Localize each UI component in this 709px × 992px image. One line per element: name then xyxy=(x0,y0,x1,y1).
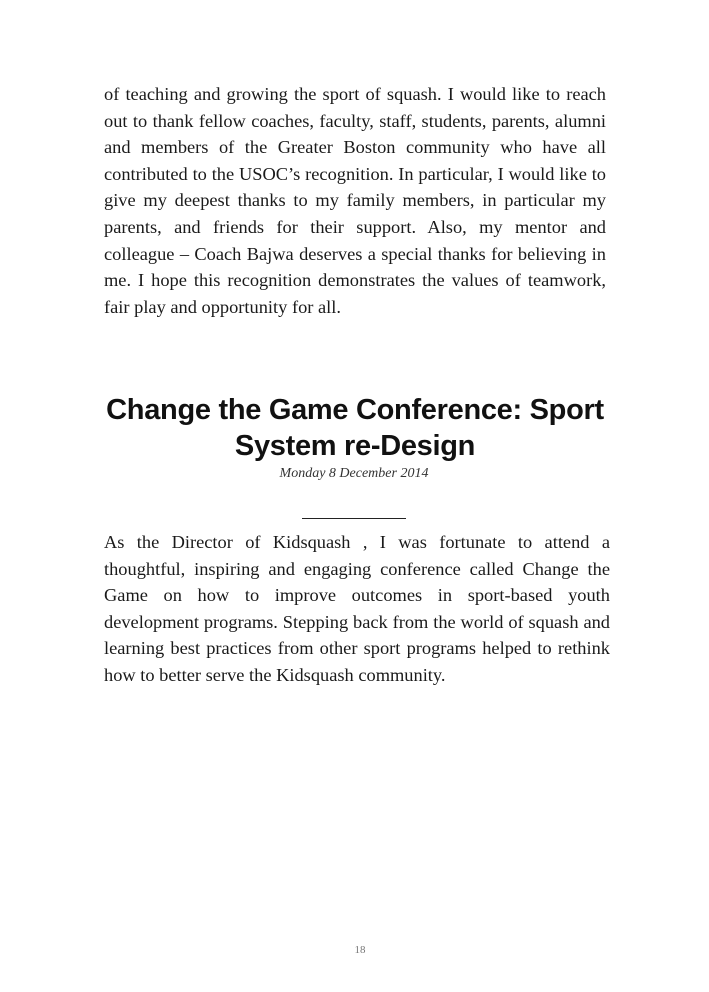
intro-paragraph: of teaching and growing the sport of squash. I would like to reach out to thank fellow coaches, faculty, staff, students, parents, alumni and members of the Greater Boston community who have all contributed to the USOC’s recognition. In particular, I would like to give my deepest thanks to my family members, in particular my parents, and friends for their support. Also, my mentor and colleague – Coach Bajwa deserves a special thanks for believing in me. I hope this recognition demonstrates the values of teamwork, fair play and opportunity for all. xyxy=(104,84,606,317)
article-body: As the Director of Kidsquash , I was fortunate to attend a thoughtful, inspiring and engaging conference called Change the Game on how to improve outcomes in sport-based youth development programs. Stepping back from the world of squash and learning best practices from other sport programs helped to rethink how to better serve the Kidsquash community. xyxy=(104,532,610,685)
page-number: 18 xyxy=(354,944,366,956)
section-divider xyxy=(302,518,406,519)
article-date: Monday 8 December 2014 xyxy=(279,466,429,481)
article-title: Change the Game Conference: Sport System re-Design xyxy=(106,394,604,462)
